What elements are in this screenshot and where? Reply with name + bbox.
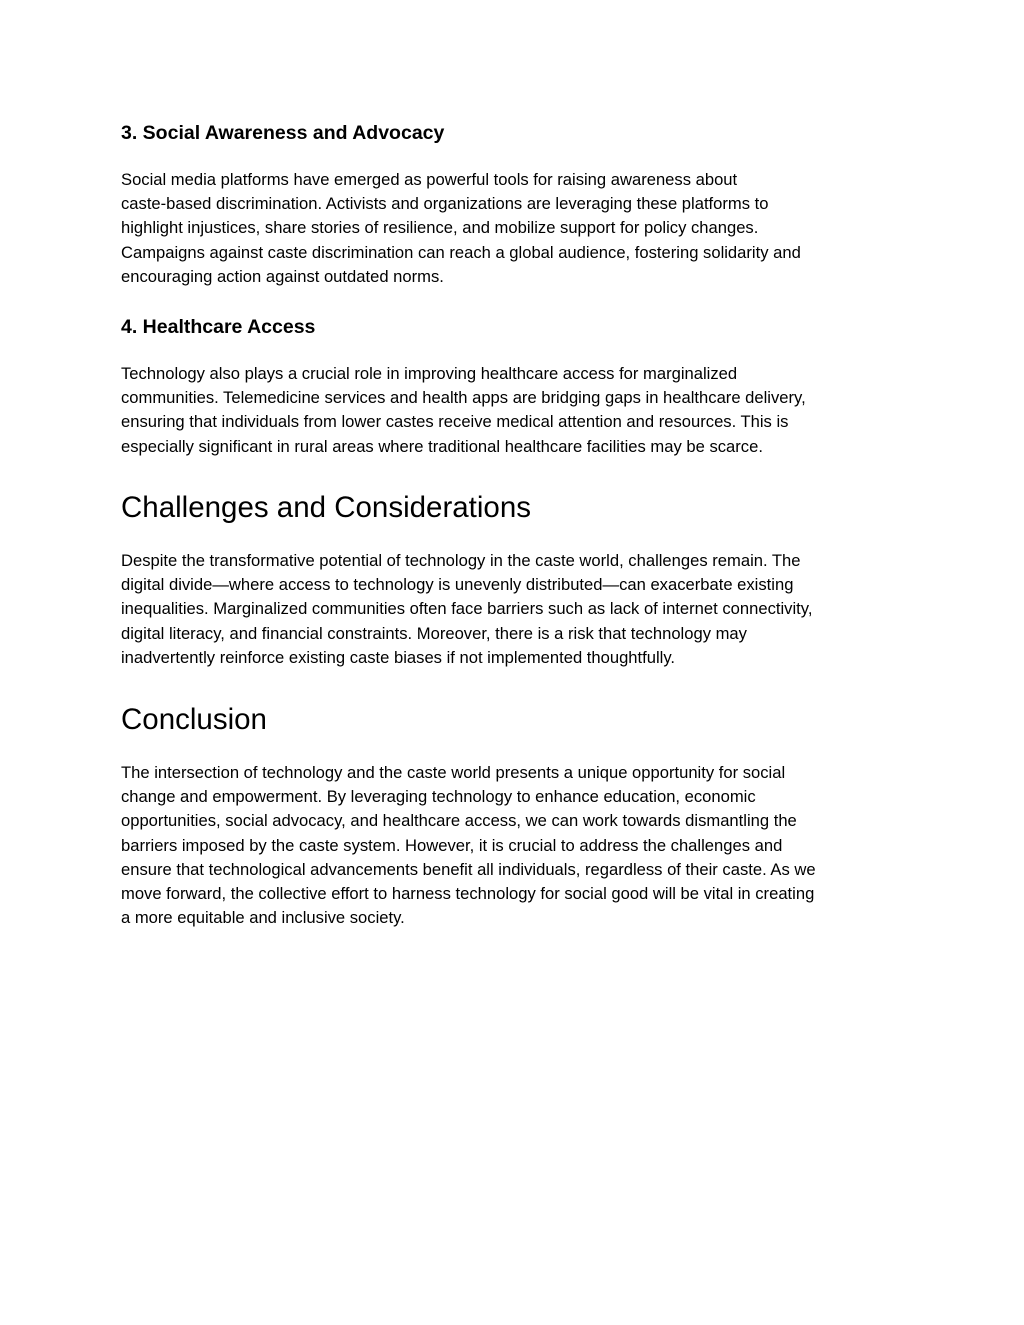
paragraph-line: ensuring that individuals from lower castes receive medical attention and resources. This is <box>121 412 789 432</box>
paragraph-line: ensure that technological advancements benefit all individuals, regardless of their caste. As we <box>121 859 816 879</box>
paragraph-line: barriers imposed by the caste system. However, it is crucial to address the challenges and <box>121 835 783 855</box>
paragraph-line: move forward, the collective effort to harness technology for social good will be vital in creating <box>121 884 815 904</box>
paragraph-social-awareness <box>121 168 801 289</box>
paragraph-line: digital divide—where access to technology is unevenly distributed—can exacerbate existing <box>121 575 794 595</box>
section-heading-conclusion: Conclusion <box>121 703 267 736</box>
paragraph-line: highlight injustices, share stories of resilience, and mobilize support for policy changes. <box>121 218 759 238</box>
paragraph-line: encouraging action against outdated norms. <box>121 266 444 286</box>
paragraph-line: digital literacy, and financial constraints. Moreover, there is a risk that technology may <box>121 623 747 643</box>
paragraph-line: especially significant in rural areas where traditional healthcare facilities may be scarce. <box>121 436 763 456</box>
paragraph-line: a more equitable and inclusive society. <box>121 908 405 928</box>
paragraph-line: Campaigns against caste discrimination can reach a global audience, fostering solidarity and <box>121 242 801 262</box>
paragraph-line: inequalities. Marginalized communities often face barriers such as lack of internet connectivity, <box>121 599 813 619</box>
paragraph-line: inadvertently reinforce existing caste biases if not implemented thoughtfully. <box>121 647 676 667</box>
paragraph-line: communities. Telemedicine services and health apps are bridging gaps in healthcare delivery, <box>121 388 806 408</box>
paragraph-line: caste-based discrimination. Activists and organizations are leveraging these platforms to <box>121 194 769 214</box>
paragraph-conclusion <box>121 761 816 930</box>
section-heading-challenges: Challenges and Considerations <box>121 491 531 524</box>
paragraph-line: The intersection of technology and the caste world presents a unique opportunity for social <box>121 763 786 782</box>
paragraph-line: opportunities, social advocacy, and healthcare access, we can work towards dismantling the <box>121 811 797 831</box>
paragraph-challenges <box>121 549 812 670</box>
paragraph-line: Technology also plays a crucial role in improving healthcare access for marginalized <box>121 364 738 383</box>
paragraph-line: Social media platforms have emerged as powerful tools for raising awareness about <box>121 170 738 189</box>
paragraph-healthcare-access <box>121 362 806 459</box>
section-heading-social-awareness: 3. Social Awareness and Advocacy <box>121 122 445 144</box>
paragraph-line: change and empowerment. By leveraging technology to enhance education, economic <box>121 787 756 807</box>
paragraph-line: Despite the transformative potential of technology in the caste world, challenges remain. The <box>121 551 801 570</box>
section-heading-healthcare-access: 4. Healthcare Access <box>121 316 316 338</box>
